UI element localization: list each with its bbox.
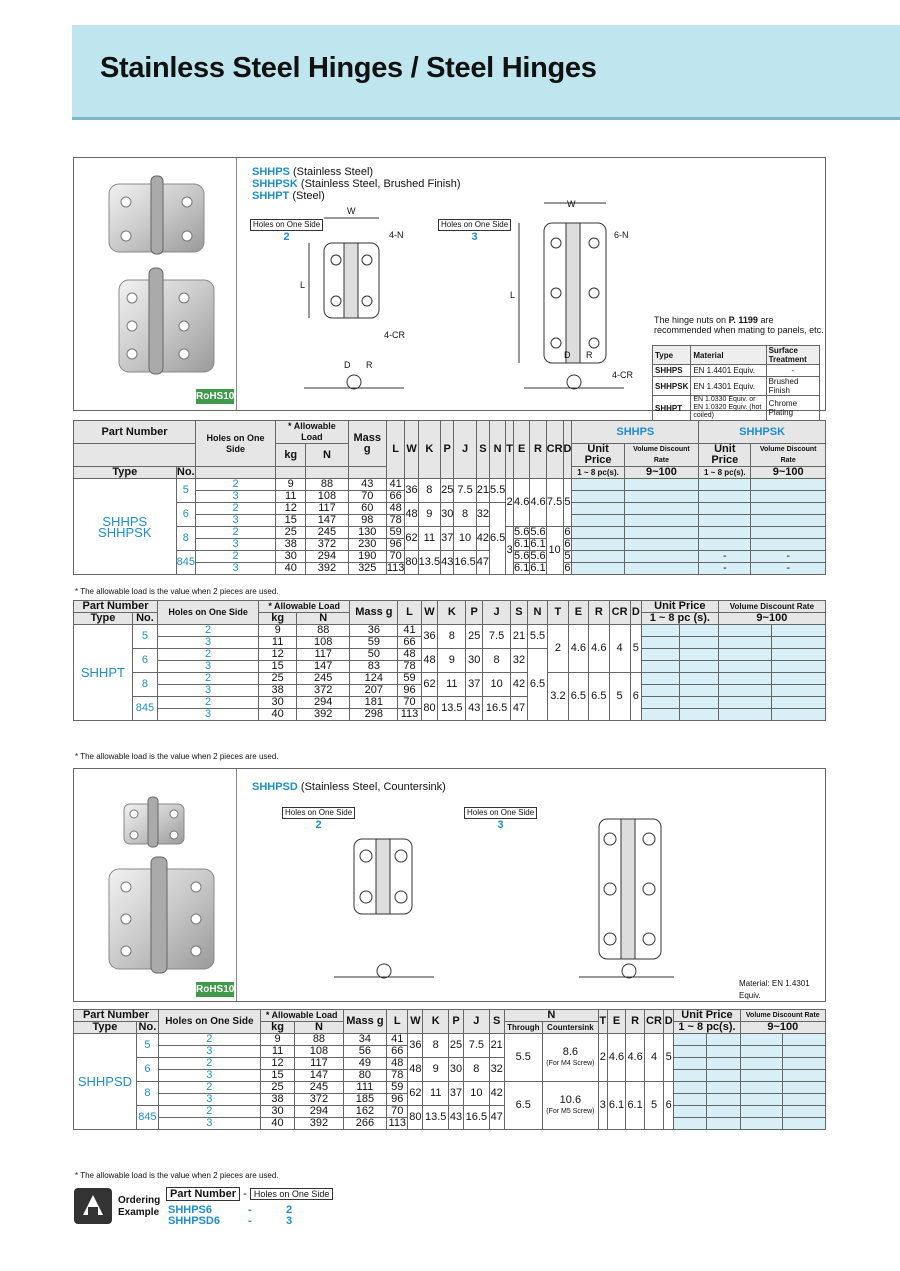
holes-count: 3: [497, 819, 504, 831]
price-cell: [740, 1070, 783, 1082]
price-cell: [718, 673, 772, 685]
dim-label: D: [344, 360, 351, 370]
price-cell: [699, 515, 751, 527]
price-cell: [783, 1094, 826, 1106]
ordering-dash: -: [243, 1188, 247, 1200]
price-cell: [718, 697, 772, 709]
no-cell: 5: [136, 1034, 158, 1058]
price-cell: [699, 527, 751, 539]
holes-label: Holes on One Side: [250, 219, 323, 231]
load-note: * The allowable load is the value when 2 pieces are used.: [75, 1171, 279, 1180]
dim-label: 4-CR: [384, 330, 406, 340]
table-row: SHHPS SHHPSK 5 2 9 88 43 41 36 8 25 7.5 21 5.5 2 4.6 4.6 7.5 5: [74, 479, 826, 491]
table-row: 3 40 392 325 113 6.1 6.1 6 - -: [74, 563, 826, 575]
price-cell: [783, 1070, 826, 1082]
price-cell: [740, 1046, 783, 1058]
th-part-number: Part Number: [74, 421, 196, 444]
price-cell: [699, 491, 751, 503]
type-list: [252, 166, 460, 202]
dim-label: L: [300, 280, 306, 290]
price-cell: [674, 1094, 707, 1106]
price-cell: [680, 685, 718, 697]
th-type: Type: [653, 346, 691, 365]
price-cell: [740, 1082, 783, 1094]
price-cell: [624, 563, 699, 575]
price-cell: [707, 1118, 740, 1130]
price-cell: [772, 697, 826, 709]
price-cell: [783, 1034, 826, 1046]
ordering-holes: 2: [286, 1204, 293, 1216]
no-cell: 845: [176, 551, 195, 575]
table-row: 8 2 25 245 124 59 62 11 37 10 42 3.2 6.5 6.5 5 6: [74, 673, 826, 685]
holes-label: Holes on One Side: [438, 219, 511, 231]
ordering-part-header: Part Number: [166, 1187, 240, 1201]
price-cell: [680, 673, 718, 685]
holes-count: 3: [471, 231, 478, 243]
price-cell: -: [699, 551, 751, 563]
type-cell: SHHPT: [74, 625, 133, 721]
ordering-label: Example: [118, 1207, 160, 1218]
price-cell: [699, 503, 751, 515]
holes-label: Holes on One Side: [464, 807, 537, 819]
ordering-label: Ordering: [118, 1195, 161, 1206]
table-row: 3 40 392 298 113: [74, 709, 826, 721]
price-cell: [680, 697, 718, 709]
price-cell: [674, 1070, 707, 1082]
price-cell: [707, 1046, 740, 1058]
table-row: 3 15 147 98 78: [74, 515, 826, 527]
price-cell: [718, 649, 772, 661]
spec-table-shhpt: Part Number Holes on One Side * Allowable Load Mass g L W K P J S N T E R CR D Unit Price Volume Discount Rate Type No. kg N 1 ~ 8 pc (s). 9~100 SHHPT 5 2 9 88 36 41 36 8 25 7.5 21 5.5 2 4.6 4.6 4 5 3 11 108 59 66 6 2 12 117 50 48 48 9 30 8 32 6.5 3 15 147 83 78 8 2 25 245 124 59 62 11 37 10 42 3.2 6.5 6.5 5 6 3 38 372 207 96 845 2 30 294 181 70 80 13.5 43 16.5 47 3 40 392 298 113: [73, 600, 826, 721]
type-code: SHHPS: [252, 166, 290, 178]
price-cell: [674, 1118, 707, 1130]
price-cell: [751, 527, 826, 539]
product-photo-1: [74, 158, 237, 410]
price-cell: [641, 637, 679, 649]
price-cell: [751, 503, 826, 515]
type-code: SHHPSD: [252, 781, 298, 793]
no-cell: 5: [132, 625, 157, 649]
table-row: 3 38 372 230 96 6.1 6.1 6: [74, 539, 826, 551]
no-cell: 845: [132, 697, 157, 721]
price-cell: [707, 1034, 740, 1046]
price-cell: [740, 1118, 783, 1130]
price-cell: [707, 1094, 740, 1106]
holes-label: Holes on One Side: [282, 807, 355, 819]
price-cell: [772, 637, 826, 649]
dim-label: R: [366, 360, 373, 370]
price-cell: [674, 1106, 707, 1118]
price-cell: [772, 625, 826, 637]
price-cell: [707, 1106, 740, 1118]
table-row: 6 2 12 117 60 48 48 9 30 8 32 6.5: [74, 503, 826, 515]
holes-count: 2: [283, 231, 290, 243]
material-note: Material: EN 1.4301 Equiv.: [739, 979, 810, 1000]
price-cell: [751, 479, 826, 491]
price-cell: [707, 1082, 740, 1094]
type-desc: (Stainless Steel): [292, 166, 374, 178]
price-cell: [772, 661, 826, 673]
table-row: 3 38 372 207 96: [74, 685, 826, 697]
table-row: SHHPSD 5 2 9 88 34 41 36 8 25 7.5 21 5.5 8.6 (For M4 Screw) 2 4.6 4.6 4 5: [74, 1034, 826, 1046]
type-desc: (Stainless Steel, Countersink): [300, 781, 446, 793]
price-cell: [740, 1094, 783, 1106]
price-cell: [707, 1058, 740, 1070]
no-cell: 8: [132, 673, 157, 697]
price-cell: [680, 649, 718, 661]
price-cell: [783, 1082, 826, 1094]
price-cell: [772, 709, 826, 721]
price-cell: [641, 649, 679, 661]
price-cell: [572, 527, 624, 539]
type-code: SHHPSK: [252, 178, 298, 190]
price-cell: [624, 479, 699, 491]
rohs-badge: RoHS10: [196, 391, 235, 402]
price-cell: [740, 1106, 783, 1118]
price-cell: [572, 539, 624, 551]
dim-label: 4-N: [389, 230, 404, 240]
price-cell: [624, 539, 699, 551]
price-cell: [641, 661, 679, 673]
hinge-photo: [74, 769, 237, 1003]
price-cell: [707, 1070, 740, 1082]
price-cell: [718, 625, 772, 637]
price-cell: [718, 709, 772, 721]
price-cell: [699, 479, 751, 491]
table-row: SHHPT 5 2 9 88 36 41 36 8 25 7.5 21 5.5 2 4.6 4.6 4 5: [74, 625, 826, 637]
table-row: 3 15 147 80 78: [74, 1070, 826, 1082]
ordering-holes-header: Holes on One Side: [250, 1188, 334, 1200]
price-cell: [783, 1118, 826, 1130]
price-cell: [572, 479, 624, 491]
product-photo-2: [74, 769, 237, 1001]
ordering-part: SHHPS6: [168, 1204, 213, 1216]
price-cell: [572, 551, 624, 563]
price-cell: [641, 709, 679, 721]
spec-table-shhpsd: Part Number Holes on One Side * Allowable Load Mass g L W K P J S N T E R CR D Unit Price Volume Discount Rate Type No. kg N Through Countersink 1 ~ 8 pc(s). 9~100 SHHPSD 5 2 9 88 34 41 36 8 25 7.5 21 5.5 8.6 (For M4 Screw) 2 4.6 4.6 4 5 3 11 108 56 66 6 2 12 117 49 48 48 9 30 8 32 3 15 147 80 78 8 2 25 245 111 59 62 11 37 10 42 6.5 10.6 (For M5 Screw) 3 6.1 6.1 5 6 3 38 372 185 96 845 2 30 294 162 70 80 13.5 43 16.5 47 3 40 392 266 113: [73, 1009, 826, 1130]
price-cell: [624, 515, 699, 527]
price-cell: [624, 503, 699, 515]
table-row: 8 2 25 245 130 59 62 11 37 10 42 3 5.6 5.6 10 6: [74, 527, 826, 539]
price-cell: [718, 685, 772, 697]
table-row: 3 38 372 185 96: [74, 1094, 826, 1106]
table-row: 3 11 108 59 66: [74, 637, 826, 649]
holes-count: 2: [315, 819, 322, 831]
price-cell: [783, 1106, 826, 1118]
type-cell: SHHPS SHHPSK: [74, 479, 177, 575]
price-cell: [740, 1034, 783, 1046]
no-cell: 5: [176, 479, 195, 503]
no-cell: 8: [136, 1082, 158, 1106]
th-surface: Surface Treatment: [766, 346, 819, 365]
price-cell: [641, 697, 679, 709]
table-row: 3 40 392 266 113: [74, 1118, 826, 1130]
table-row: 3 11 108 56 66: [74, 1046, 826, 1058]
price-cell: [674, 1034, 707, 1046]
material-table: Type Material Surface Treatment SHHPS EN 1.4401 Equiv. - SHHPSK EN 1.4301 Equiv. Brushed Finish SHHPT EN 1.0330 Equiv. or EN 1.0320 Equiv. (hot coiled) Chrome Plating: [652, 345, 820, 421]
load-note: * The allowable load is the value when 2 pieces are used.: [75, 587, 279, 596]
price-cell: [572, 515, 624, 527]
dim-label: L: [510, 290, 516, 300]
table-row: 3 15 147 83 78: [74, 661, 826, 673]
dim-label: W: [347, 206, 356, 216]
price-cell: [680, 637, 718, 649]
table-row: 6 2 12 117 50 48 48 9 30 8 32 6.5: [74, 649, 826, 661]
no-cell: 8: [176, 527, 195, 551]
table-row: 845 2 30 294 162 70 80 13.5 43 16.5 47: [74, 1106, 826, 1118]
price-cell: [680, 661, 718, 673]
price-cell: [641, 685, 679, 697]
table-row: 845 2 30 294 181 70 80 13.5 43 16.5 47: [74, 697, 826, 709]
table-row: 6 2 12 117 49 48 48 9 30 8 32: [74, 1058, 826, 1070]
type-desc: (Stainless Steel, Brushed Finish): [300, 178, 461, 190]
dim-label: R: [586, 350, 593, 360]
price-cell: [740, 1058, 783, 1070]
price-cell: -: [751, 563, 826, 575]
price-cell: [624, 491, 699, 503]
no-cell: 845: [136, 1106, 158, 1130]
price-cell: [674, 1082, 707, 1094]
price-cell: [718, 637, 772, 649]
price-cell: [699, 539, 751, 551]
no-cell: 6: [136, 1058, 158, 1082]
price-cell: [680, 709, 718, 721]
type-cell: SHHPSD: [74, 1034, 137, 1130]
product-panel-1: [73, 157, 826, 419]
no-cell: 6: [176, 503, 195, 527]
price-cell: [751, 491, 826, 503]
ordering-holes: 3: [286, 1215, 293, 1227]
price-cell: [751, 515, 826, 527]
price-cell: [751, 539, 826, 551]
price-cell: [572, 491, 624, 503]
ordering-part: SHHPSD6: [168, 1215, 220, 1227]
table-row: 3 11 108 70 66: [74, 491, 826, 503]
dimension-drawing-2: [314, 799, 674, 994]
table-row: 8 2 25 245 111 59 62 11 37 10 42 6.5 10.6 (For M5 Screw) 3 6.1 6.1 5 6: [74, 1082, 826, 1094]
rohs-badge: RoHS10: [196, 984, 235, 995]
no-cell: 6: [132, 649, 157, 673]
load-note: * The allowable load is the value when 2 pieces are used.: [75, 752, 279, 761]
price-cell: [641, 625, 679, 637]
dim-label: W: [567, 199, 576, 209]
price-cell: [674, 1058, 707, 1070]
ordering-icon: [73, 1187, 113, 1225]
price-cell: [641, 673, 679, 685]
type-code: SHHPT: [252, 190, 290, 202]
hinge-nut-note: The hinge nuts on P. 1199 are recommended when mating to panels, etc.: [654, 315, 824, 335]
price-cell: [572, 563, 624, 575]
price-cell: [772, 673, 826, 685]
dim-label: D: [564, 350, 571, 360]
price-cell: [674, 1046, 707, 1058]
dim-label: 6-N: [614, 230, 629, 240]
type-desc: (Steel): [292, 190, 325, 202]
th-material: Material: [691, 346, 766, 365]
price-cell: [572, 503, 624, 515]
product-panel-2: [73, 768, 826, 1002]
price-cell: [783, 1046, 826, 1058]
page-title: Stainless Steel Hinges / Steel Hinges: [100, 52, 597, 84]
price-cell: [624, 551, 699, 563]
price-cell: -: [699, 563, 751, 575]
table-row: 845 2 30 294 190 70 80 13.5 43 16.5 47 5.6 5.6 5 - -: [74, 551, 826, 563]
price-cell: [718, 661, 772, 673]
price-cell: [783, 1058, 826, 1070]
title-banner: [72, 25, 900, 120]
price-cell: [772, 649, 826, 661]
spec-table-shhps: Part Number Holes on One Side * Allowable Load Mass g L W K P J S N T E R CR D SHHPS SHHPSK kg N Unit Price Volume Discount Rate Unit Price Volume Discount Rate Type No. 1 ~ 8 pc(s). 9~100 1 ~ 8 pc(s). 9~100 SHHPS SHHPSK 5 2 9 88 43 41 36 8 25 7.5 21 5.5 2 4.6 4.6 7.5 5 3 11 108 70 66 6 2 12 117 60 48 48 9 30 8 32 6.5 3 15 147 98 78 8 2 25 245 130 59 62 11 37 10 42 3 5.6 5.6 10 6 3 38 372 230 96 6.1 6.1 6 845 2 30 294 190 70 80 13.5 43 16.5 47 5.6 5.6 5 - - 3 40 392 325 113 6.1 6.1 6 - -: [73, 420, 826, 575]
dimension-drawing: [274, 198, 634, 408]
dim-label: 4-CR: [612, 370, 634, 380]
price-cell: [624, 527, 699, 539]
hinge-photo: [74, 158, 237, 412]
price-cell: [680, 625, 718, 637]
price-cell: -: [751, 551, 826, 563]
price-cell: [772, 685, 826, 697]
